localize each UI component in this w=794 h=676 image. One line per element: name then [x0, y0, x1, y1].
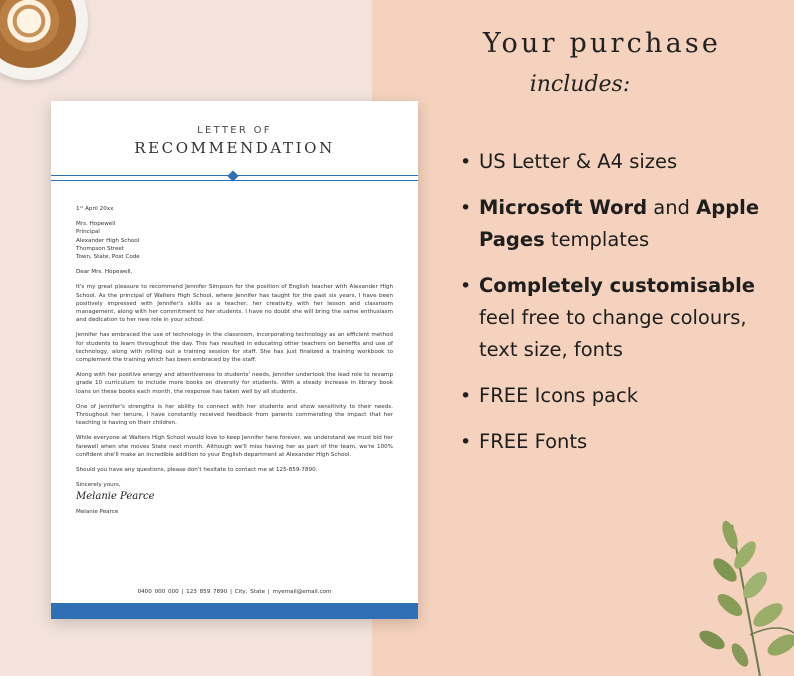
signer-name: Melanie Pearce — [76, 508, 119, 515]
signature: Melanie Pearce — [76, 491, 155, 503]
bullet-icon: • — [460, 431, 472, 453]
feature-text: US Letter & A4 sizes — [479, 150, 678, 173]
letter-body — [76, 205, 393, 516]
letter-title-large: RECOMMENDATION — [134, 139, 335, 157]
feature-text: FREE Icons pack — [479, 384, 639, 407]
letter-document-preview — [51, 101, 418, 619]
feature-text: and — [647, 196, 697, 219]
recipient-line: Principal — [76, 229, 100, 236]
letter-title-small: LETTER OF — [197, 125, 272, 136]
bullet-icon: • — [460, 275, 472, 297]
letter-date: 1ˢᵗ April 20xx — [76, 206, 114, 212]
bullet-icon: • — [460, 385, 472, 407]
bullet-icon: • — [460, 197, 472, 219]
paragraph: One of Jennifer's strengths is her ability to connect with her students and show sensitivity to their needs. Throughout her tenure, I have constantly received feedback from parents commending the impact that her teaching is having on their children. — [76, 403, 393, 427]
contact-footer: 0400 000 000 | 123 859 7890 | City, State | myemail@email.com — [137, 589, 332, 595]
feature-list — [460, 146, 780, 472]
paragraph: Should you have any questions, please don't hesitate to contact me at 125-859-7890. — [76, 467, 318, 474]
feature-bold-text: Completely customisable — [479, 274, 756, 297]
feature-item — [460, 192, 780, 256]
footer-bar — [51, 603, 418, 619]
feature-item — [460, 270, 780, 366]
feature-text: FREE Fonts — [479, 430, 588, 453]
recipient-line: Thompson Street — [76, 245, 125, 252]
closing: Sincerely yours, — [76, 482, 121, 489]
recipient-line: Mrs. Hopewell — [76, 221, 116, 228]
feature-text: text size, fonts — [479, 338, 623, 361]
paragraph: Jennifer has embraced the use of technology in the classroom, incorporating technology as an efficient method for students to learn throughout the day. This has resulted in educating other teachers on benefits and use of technology, along with rolling out a training session for staff. She has just finalized a training workbook to complement the training which has been embraced by the staff. — [76, 332, 393, 364]
feature-bold-text: Microsoft Word — [479, 196, 648, 219]
paragraph: Along with her positive energy and attentiveness to students' needs, Jennifer undertook the lead role to revamp grade 10 curriculum to include more books on diversity for students. With a steady increase in library book loans on these books each month, the response has taken well by all students. — [76, 372, 393, 395]
feature-text: templates — [544, 228, 650, 251]
plant-sprig-image — [690, 515, 794, 676]
feature-bold-text: Apple — [696, 196, 760, 219]
feature-item — [460, 426, 780, 458]
paragraph: It's my great pleasure to recommend Jennifer Simpson for the position of English teacher with Alexander High School. As the principal of Walters High School, where Jennifer has taught for the past six years, I have been positively impressed with Jennifer's skills as a teacher, her creativity with her lesson and classroom management, along with her commitment to her students. I have no doubt she will bring the same enthusiasm and dedication to her new role in your school. — [76, 284, 393, 324]
feature-item — [460, 146, 780, 178]
greeting: Dear Mrs. Hopewell, — [76, 269, 133, 276]
recipient-address — [76, 220, 393, 261]
feature-item — [460, 380, 780, 412]
recipient-line: Alexander High School — [76, 237, 140, 244]
feature-text: feel free to change colours, — [479, 306, 747, 329]
bullet-icon: • — [460, 151, 472, 173]
recipient-line: Town, State, Post Code — [76, 254, 140, 261]
paragraph: While everyone at Walters High School would love to keep Jennifer here forever, we understand we must bid her farewell when she moves State next month. Although we'll miss having her as part of the team, we're 100% confident she'll make an incredible addition to your English department at Alexander High School. — [76, 435, 393, 458]
promo-script-word: includes: — [529, 72, 631, 97]
promo-headline: Your purchase — [482, 28, 722, 59]
feature-bold-text: Pages — [479, 228, 545, 251]
